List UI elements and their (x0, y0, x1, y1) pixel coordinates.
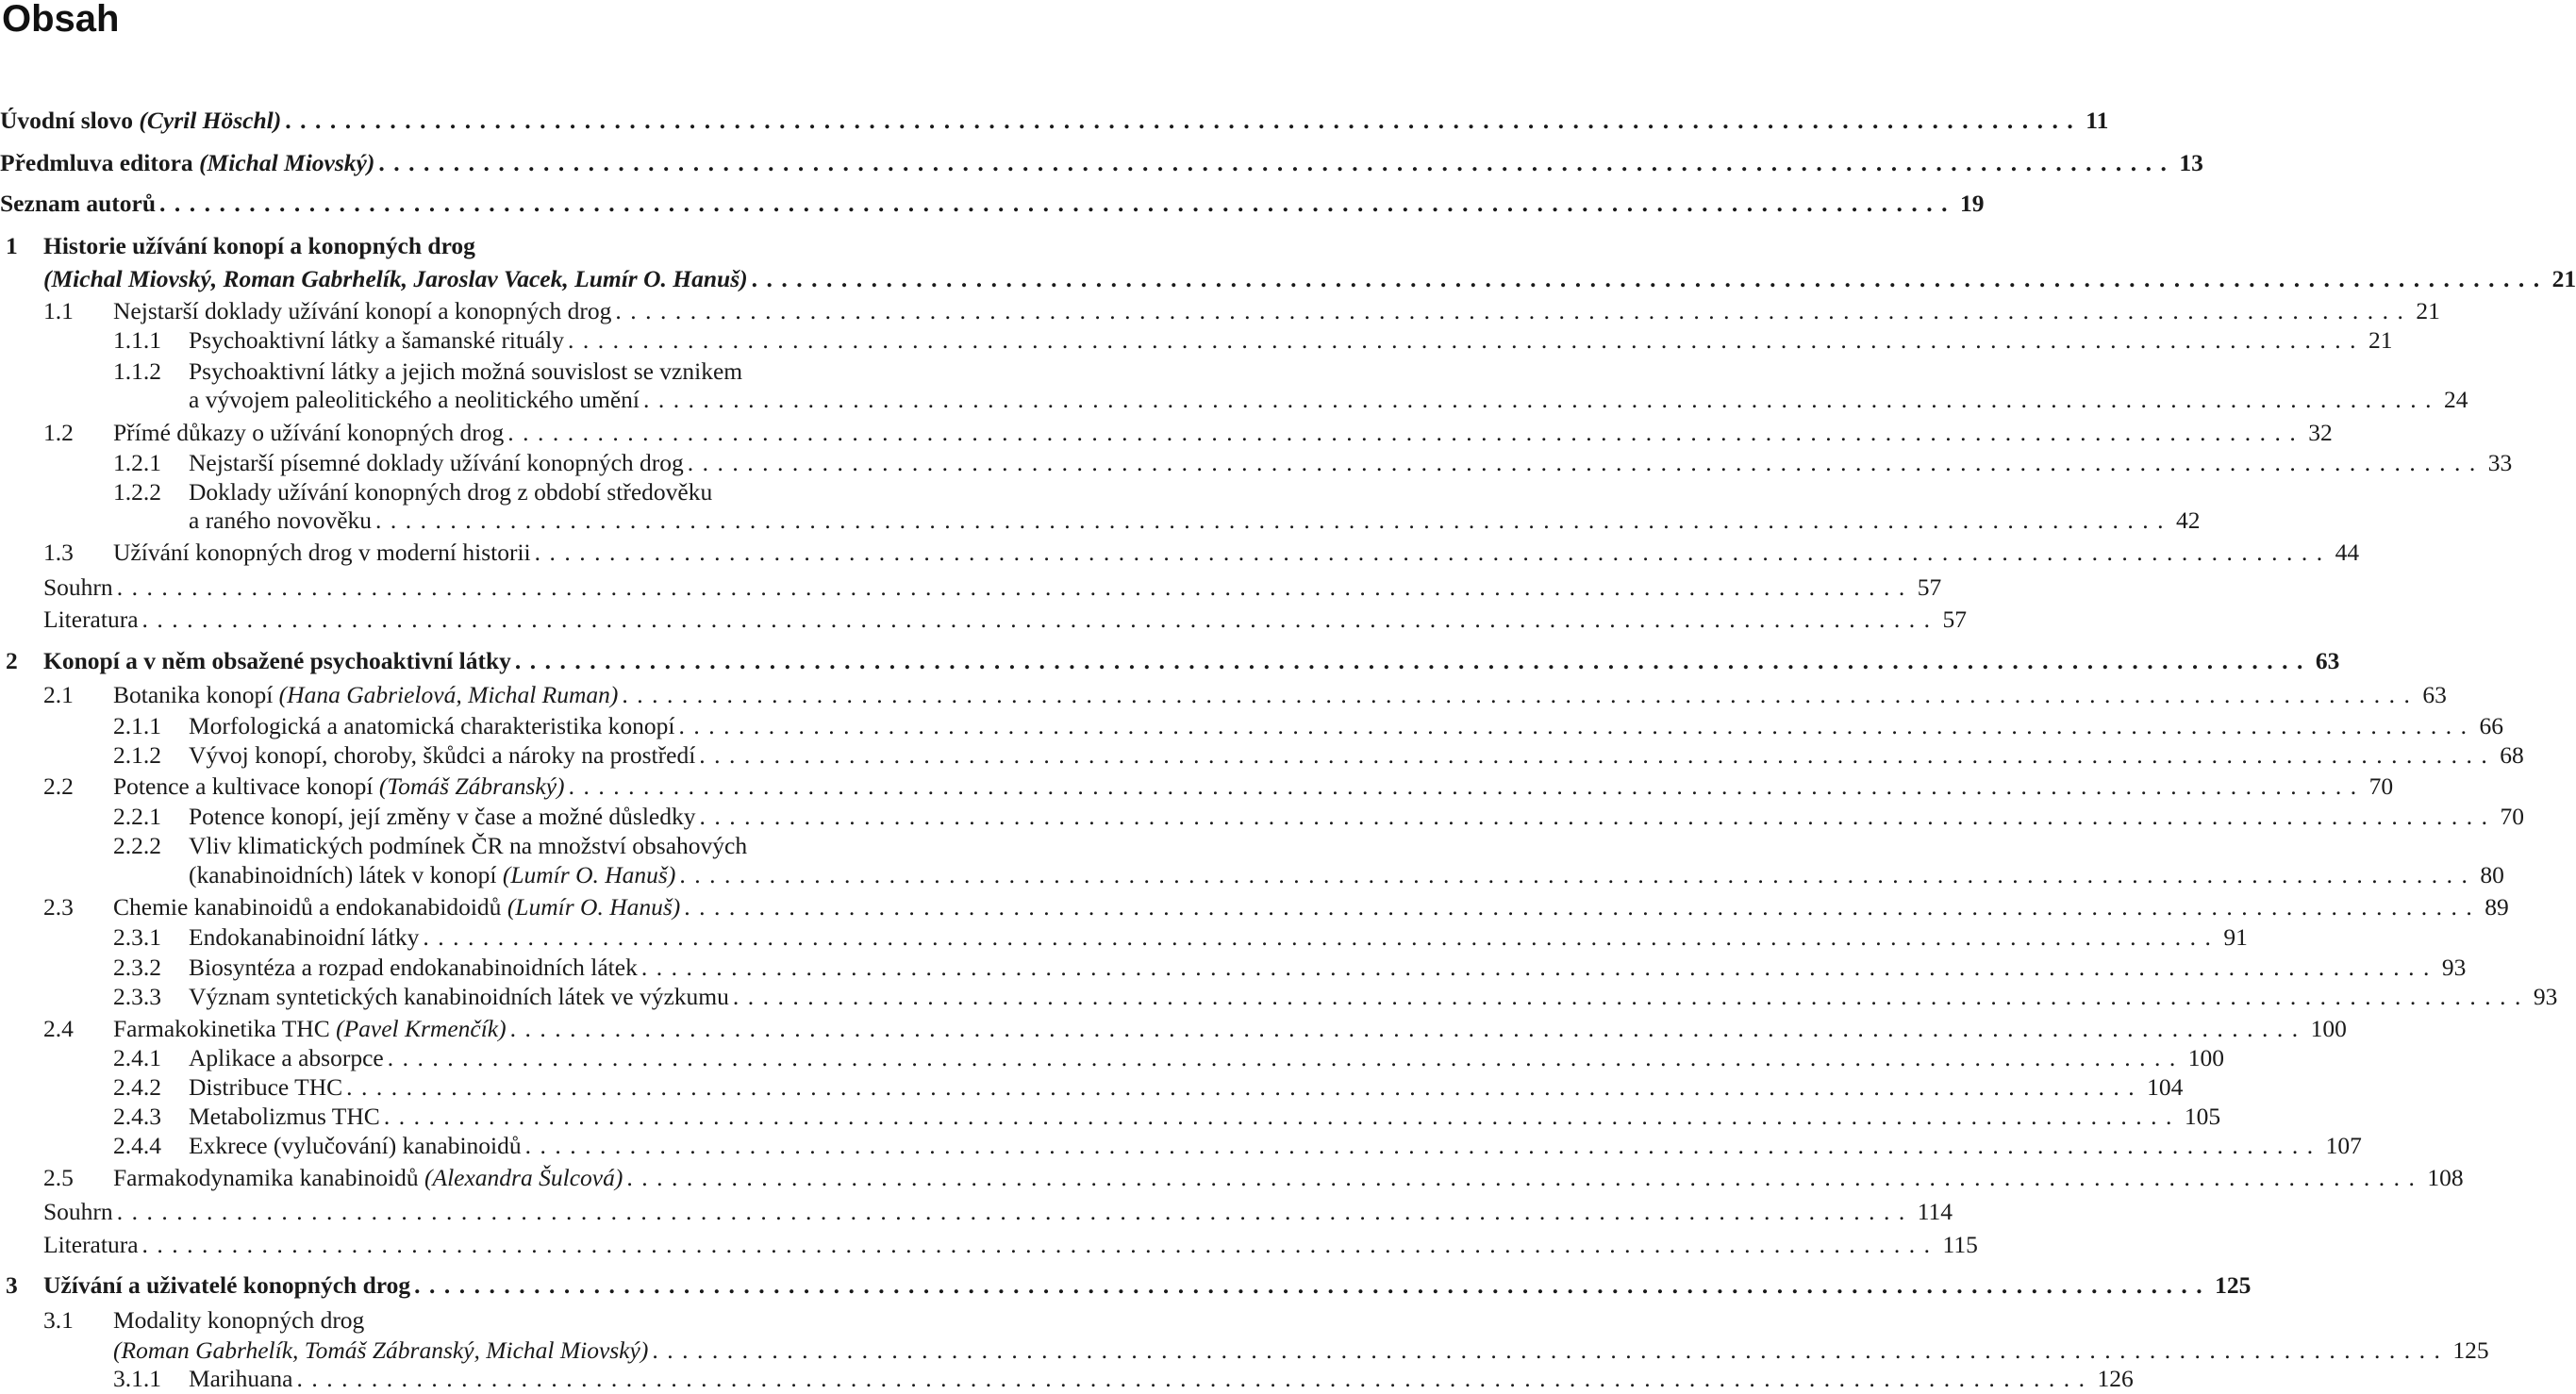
toc-entry-number: 1.1 (43, 297, 74, 324)
toc-entry[interactable] (43, 1193, 1953, 1227)
toc-entry-title-text: Modality konopných drog (113, 1306, 365, 1334)
toc-dot-leader: ........................................................................................................................ (622, 681, 2419, 708)
toc-page-number: 32 (2308, 419, 2333, 446)
toc-entry[interactable] (113, 978, 2558, 1012)
toc-dot-leader: ........................................................................................................................ (296, 1365, 2094, 1392)
toc-entry-title-text: Literatura (43, 1231, 139, 1258)
toc-dot-leader: ........................................................................................................................ (387, 1044, 2185, 1071)
toc-page-number: 70 (2500, 803, 2524, 830)
toc-dot-leader: ........................................................................................................................ (414, 1271, 2212, 1299)
toc-entry-number: 3.1 (43, 1306, 74, 1334)
toc-entry[interactable] (189, 856, 2504, 890)
toc-entry-title-text: Morfologická a anatomická charakteristika konopí (189, 712, 675, 739)
toc-entry-number: 2.1 (43, 681, 74, 708)
toc-page-number: 66 (2479, 712, 2503, 739)
toc-dot-leader: ........................................................................................................................ (116, 1198, 1914, 1225)
toc-page-number: 93 (2441, 954, 2467, 981)
toc-page-number: 19 (1960, 190, 1985, 217)
toc-entry[interactable] (113, 1127, 2362, 1161)
toc-dot-leader: ........................................................................................................................ (141, 606, 1939, 633)
toc-entry-number: 2.3 (43, 893, 74, 921)
toc-entry-title (43, 1230, 139, 1260)
toc-entry-title-text: Vývoj konopí, choroby, škůdci a nároky na prostředí (189, 741, 696, 769)
toc-dot-leader: ........................................................................................................................ (116, 573, 1914, 601)
toc-entry-number: 1.1.1 (113, 326, 161, 354)
toc-entry-author: (Michal Miovský) (199, 149, 375, 176)
toc-entry-number: 2.4.1 (113, 1044, 161, 1071)
toc-entry-title (43, 605, 139, 635)
toc-entry-title-text: Potence a kultivace konopí (113, 772, 379, 800)
toc-entry-number: 2.1.1 (113, 712, 161, 739)
toc-entry[interactable] (43, 260, 2576, 294)
toc-entry[interactable] (189, 502, 2201, 536)
toc-page-number: 33 (2487, 449, 2513, 476)
toc-entry[interactable] (43, 768, 2394, 802)
toc-entry[interactable] (113, 1360, 2134, 1394)
toc-entry-title (43, 264, 748, 294)
toc-page-number: 57 (1917, 573, 1942, 601)
toc-entry[interactable] (189, 381, 2468, 415)
toc-page-number: 93 (2533, 983, 2558, 1010)
toc-page-number: 11 (2086, 107, 2109, 134)
toc-entry-number: 2.2.2 (113, 832, 161, 859)
toc-entry[interactable] (113, 919, 2248, 953)
toc-entry-title-text: Úvodní slovo (0, 107, 140, 134)
toc-entry-author: (Michal Miovský, Roman Gabrhelík, Jaroslav Vacek, Lumír O. Hanuš) (43, 265, 748, 292)
toc-entry-title-text: Farmakokinetika THC (113, 1015, 337, 1042)
toc-page-number: 89 (2485, 893, 2509, 921)
toc-entry-author: (Cyril Höschl) (139, 107, 282, 134)
toc-entry-number: 2.4.2 (113, 1073, 161, 1101)
toc-entry[interactable] (43, 1226, 1978, 1260)
toc-entry-title-text: Seznam autorů (0, 190, 157, 217)
toc-page-number: 21 (2551, 265, 2576, 292)
toc-entry-title-text: Psychoaktivní látky a jejich možná souvislost se vznikem (189, 357, 743, 385)
toc-entry[interactable] (0, 144, 2203, 178)
toc-dot-leader: ........................................................................................................................ (615, 297, 2413, 324)
toc-page-number: 44 (2335, 539, 2360, 566)
toc-page-number: 70 (2368, 772, 2394, 800)
toc-entry-number: 1.1.2 (113, 357, 161, 385)
toc-entry-title-text: Metabolizmus THC (189, 1103, 380, 1130)
toc-page-number: 105 (2184, 1103, 2221, 1130)
toc-entry[interactable] (43, 1159, 2464, 1193)
toc-entry-title (0, 189, 156, 219)
toc-entry-title-text: Distribuce THC (189, 1073, 343, 1101)
toc-entry-title-text: Doklady užívání konopných drog z období středověku (189, 478, 713, 506)
toc-entry-author: (Hana Gabrielová, Michal Ruman) (278, 681, 619, 708)
toc-dot-leader: ........................................................................................................................ (378, 149, 2176, 176)
toc-page-number: 80 (2480, 861, 2504, 888)
toc-page-number: 91 (2223, 923, 2248, 951)
toc-entry-number: 2 (6, 647, 18, 674)
toc-page-number: 13 (2179, 149, 2203, 176)
toc-entry-title (189, 325, 564, 356)
toc-page-number: 108 (2427, 1164, 2464, 1191)
toc-page-number: 100 (2187, 1044, 2224, 1071)
toc-entry-title (43, 646, 511, 676)
toc-dot-leader: ........................................................................................................................ (678, 712, 2476, 739)
toc-entry-title-text: (kanabinoidních) látek v konopí (189, 861, 503, 888)
toc-entry-number: 2.1.2 (113, 741, 161, 769)
toc-dot-leader: ........................................................................................................................ (626, 1164, 2424, 1191)
toc-entry-number: 1.2 (43, 419, 74, 446)
toc-page-number: 115 (1942, 1231, 1978, 1258)
toc-entry[interactable] (43, 888, 2509, 922)
toc-page-number: 68 (2500, 741, 2524, 769)
toc-entry-title-text: Nejstarší písemné doklady užívání konopných drog (189, 449, 684, 476)
toc-dot-leader: ........................................................................................................................ (640, 954, 2438, 981)
toc-dot-leader: ........................................................................................................................ (509, 1015, 2307, 1042)
toc-entry-number: 2.4.3 (113, 1103, 161, 1130)
toc-entry-title-text: Chemie kanabinoidů a endokanabidoidů (113, 893, 507, 921)
toc-dot-leader: ........................................................................................................................ (699, 803, 2497, 830)
toc-entry-author: (Lumír O. Hanuš) (502, 861, 676, 888)
toc-entry-number: 1 (6, 232, 18, 259)
toc-entry-number: 3 (6, 1271, 18, 1299)
toc-entry[interactable] (0, 185, 1985, 219)
toc-entry-title-text: Užívání a uživatelé konopných drog (43, 1271, 411, 1299)
toc-entry-title-text: a raného novověku (189, 506, 373, 534)
toc-entry[interactable] (113, 322, 2393, 356)
toc-entry-title-text: Exkrece (vylučování) kanabinoidů (189, 1132, 522, 1159)
toc-dot-leader: ........................................................................................................................ (568, 772, 2366, 800)
toc-entry[interactable] (43, 534, 2360, 568)
toc-entry-title (113, 1163, 623, 1193)
toc-dot-leader: ........................................................................................................................ (141, 1231, 1939, 1258)
toc-dot-leader: ........................................................................................................................ (699, 741, 2497, 769)
toc-entry-title (189, 506, 372, 536)
toc-entry-title (189, 740, 695, 771)
toc-dot-leader: ........................................................................................................................ (507, 419, 2305, 446)
toc-page-number: 63 (2315, 647, 2340, 674)
toc-entry-title (189, 1364, 292, 1394)
toc-entry-number: 1.3 (43, 539, 74, 566)
toc-page-number: 107 (2325, 1132, 2362, 1159)
toc-dot-leader: ........................................................................................................................ (383, 1103, 2181, 1130)
toc-entry-title (113, 680, 618, 710)
toc-entry-title-text: Literatura (43, 606, 139, 633)
toc-dot-leader: ........................................................................................................................ (346, 1073, 2144, 1101)
toc-entry-title-text: a vývojem paleolitického a neolitického umění (189, 386, 640, 413)
toc-entry[interactable] (43, 676, 2447, 710)
toc-page-number: 42 (2176, 506, 2201, 534)
toc-page-number: 100 (2310, 1015, 2347, 1042)
toc-entry[interactable] (6, 1267, 2252, 1301)
toc-page-number: 63 (2422, 681, 2447, 708)
toc-entry-title-text: Souhrn (43, 573, 113, 601)
toc-page-number: 114 (1917, 1198, 1953, 1225)
toc-entry-title-text: Přímé důkazy o užívání konopných drog (113, 419, 505, 446)
toc-page-number: 104 (2147, 1073, 2184, 1101)
toc-entry-title-text: Endokanabinoidní látky (189, 923, 420, 951)
toc-entry-number: 2.4.4 (113, 1132, 161, 1159)
toc-dot-leader: ........................................................................................................................ (687, 449, 2485, 476)
toc-entry-title-text: Psychoaktivní látky a šamanské rituály (189, 326, 565, 354)
toc-entry-number: 2.2 (43, 772, 74, 800)
toc-entry-number: 1.2.2 (113, 478, 161, 506)
toc-entry-author: (Roman Gabrhelík, Tomáš Zábranský, Michal Miovský) (113, 1336, 649, 1364)
toc-page-number: 24 (2443, 386, 2468, 413)
toc-page-number: 125 (2215, 1271, 2252, 1299)
toc-page-number: 57 (1942, 606, 1968, 633)
toc-entry-title (113, 538, 531, 568)
toc-entry-title-text: Význam syntetických kanabinoidních látek ve výzkumu (189, 983, 729, 1010)
toc-dot-leader: ........................................................................................................................ (514, 647, 2312, 674)
toc-entry[interactable] (43, 569, 1942, 603)
toc-entry-title (189, 860, 675, 890)
toc-dot-leader: ........................................................................................................................ (684, 893, 2482, 921)
toc-dot-leader: ........................................................................................................................ (534, 539, 2332, 566)
toc-dot-leader: ........................................................................................................................ (568, 326, 2366, 354)
toc-entry-title-text: Botanika konopí (113, 681, 279, 708)
toc-dot-leader: ........................................................................................................................ (159, 190, 1957, 217)
toc-entry-title-text: Aplikace a absorpce (189, 1044, 384, 1071)
toc-dot-leader: ........................................................................................................................ (679, 861, 2477, 888)
toc-entry-number: 3.1.1 (113, 1365, 161, 1392)
toc-entry-number: 2.2.1 (113, 803, 161, 830)
toc-entry-title (0, 148, 374, 178)
toc-entry-author: (Pavel Krmenčík) (336, 1015, 507, 1042)
toc-dot-leader: ........................................................................................................................ (423, 923, 2220, 951)
toc-entry[interactable] (0, 102, 2109, 136)
toc-entry-title-text: Potence konopí, její změny v čase a možné důsledky (189, 803, 696, 830)
toc-page-number: 126 (2097, 1365, 2134, 1392)
toc-entry-title-text: Předmluva editora (0, 149, 200, 176)
toc-dot-leader: ........................................................................................................................ (524, 1132, 2322, 1159)
toc-page-number: 125 (2452, 1336, 2489, 1364)
toc-entry-title-text: Historie užívání konopí a konopných drog (43, 232, 475, 259)
toc-dot-leader: ........................................................................................................................ (751, 265, 2549, 292)
toc-entry-number: 2.3.2 (113, 954, 161, 981)
toc-entry-number: 2.3.1 (113, 923, 161, 951)
toc-entry[interactable] (6, 642, 2340, 676)
toc-entry-number: 1.2.1 (113, 449, 161, 476)
toc-entry-title-text: Užívání konopných drog v moderní historii (113, 539, 531, 566)
toc-entry-title-text: Biosyntéza a rozpad endokanabinoidních látek (189, 954, 638, 981)
toc-dot-leader: ........................................................................................................................ (652, 1336, 2450, 1364)
toc-entry-title (43, 1197, 113, 1227)
toc-dot-leader: ........................................................................................................................ (285, 107, 2083, 134)
toc-entry-title-text: Souhrn (43, 1198, 113, 1225)
toc-entry-title (189, 385, 640, 415)
toc-entry[interactable] (43, 1302, 902, 1336)
toc-entry-title-text: Nejstarší doklady užívání konopí a konopných drog (113, 297, 612, 324)
toc-dot-leader: ........................................................................................................................ (732, 983, 2530, 1010)
toc-entry-title-text: Vliv klimatických podmínek ČR na množství obsahových (189, 832, 748, 859)
toc-dot-leader: ........................................................................................................................ (642, 386, 2440, 413)
toc-entry-number: 2.5 (43, 1164, 74, 1191)
toc-entry[interactable] (113, 737, 2524, 771)
toc-entry-author: (Lumír O. Hanuš) (507, 893, 681, 921)
toc-page-number: 21 (2416, 297, 2440, 324)
toc-entry-title (189, 1131, 522, 1161)
toc-entry-title (43, 231, 475, 261)
toc-entry-title (0, 106, 281, 136)
toc-entry[interactable] (43, 414, 2333, 448)
toc-entry-author: (Alexandra Šulcová) (424, 1164, 623, 1191)
toc-entry[interactable] (43, 601, 1968, 635)
toc-page-number: 21 (2368, 326, 2393, 354)
toc-entry-title-text: Konopí a v něm obsažené psychoaktivní látky (43, 647, 511, 674)
toc-entry-title (189, 982, 729, 1012)
toc-entry-author: (Tomáš Zábranský) (378, 772, 565, 800)
toc-entry-number: 2.3.3 (113, 983, 161, 1010)
toc-entry-title (43, 573, 113, 603)
toc-dot-leader: ........................................................................................................................ (375, 506, 2173, 534)
toc-entry-title-text: Farmakodynamika kanabinoidů (113, 1164, 425, 1191)
toc-entry[interactable] (6, 227, 902, 261)
toc-entry-title (43, 1270, 410, 1301)
toc-entry-number: 2.4 (43, 1015, 74, 1042)
toc-entry-title-text: Marihuana (189, 1365, 293, 1392)
page-title: Obsah (2, 0, 120, 40)
